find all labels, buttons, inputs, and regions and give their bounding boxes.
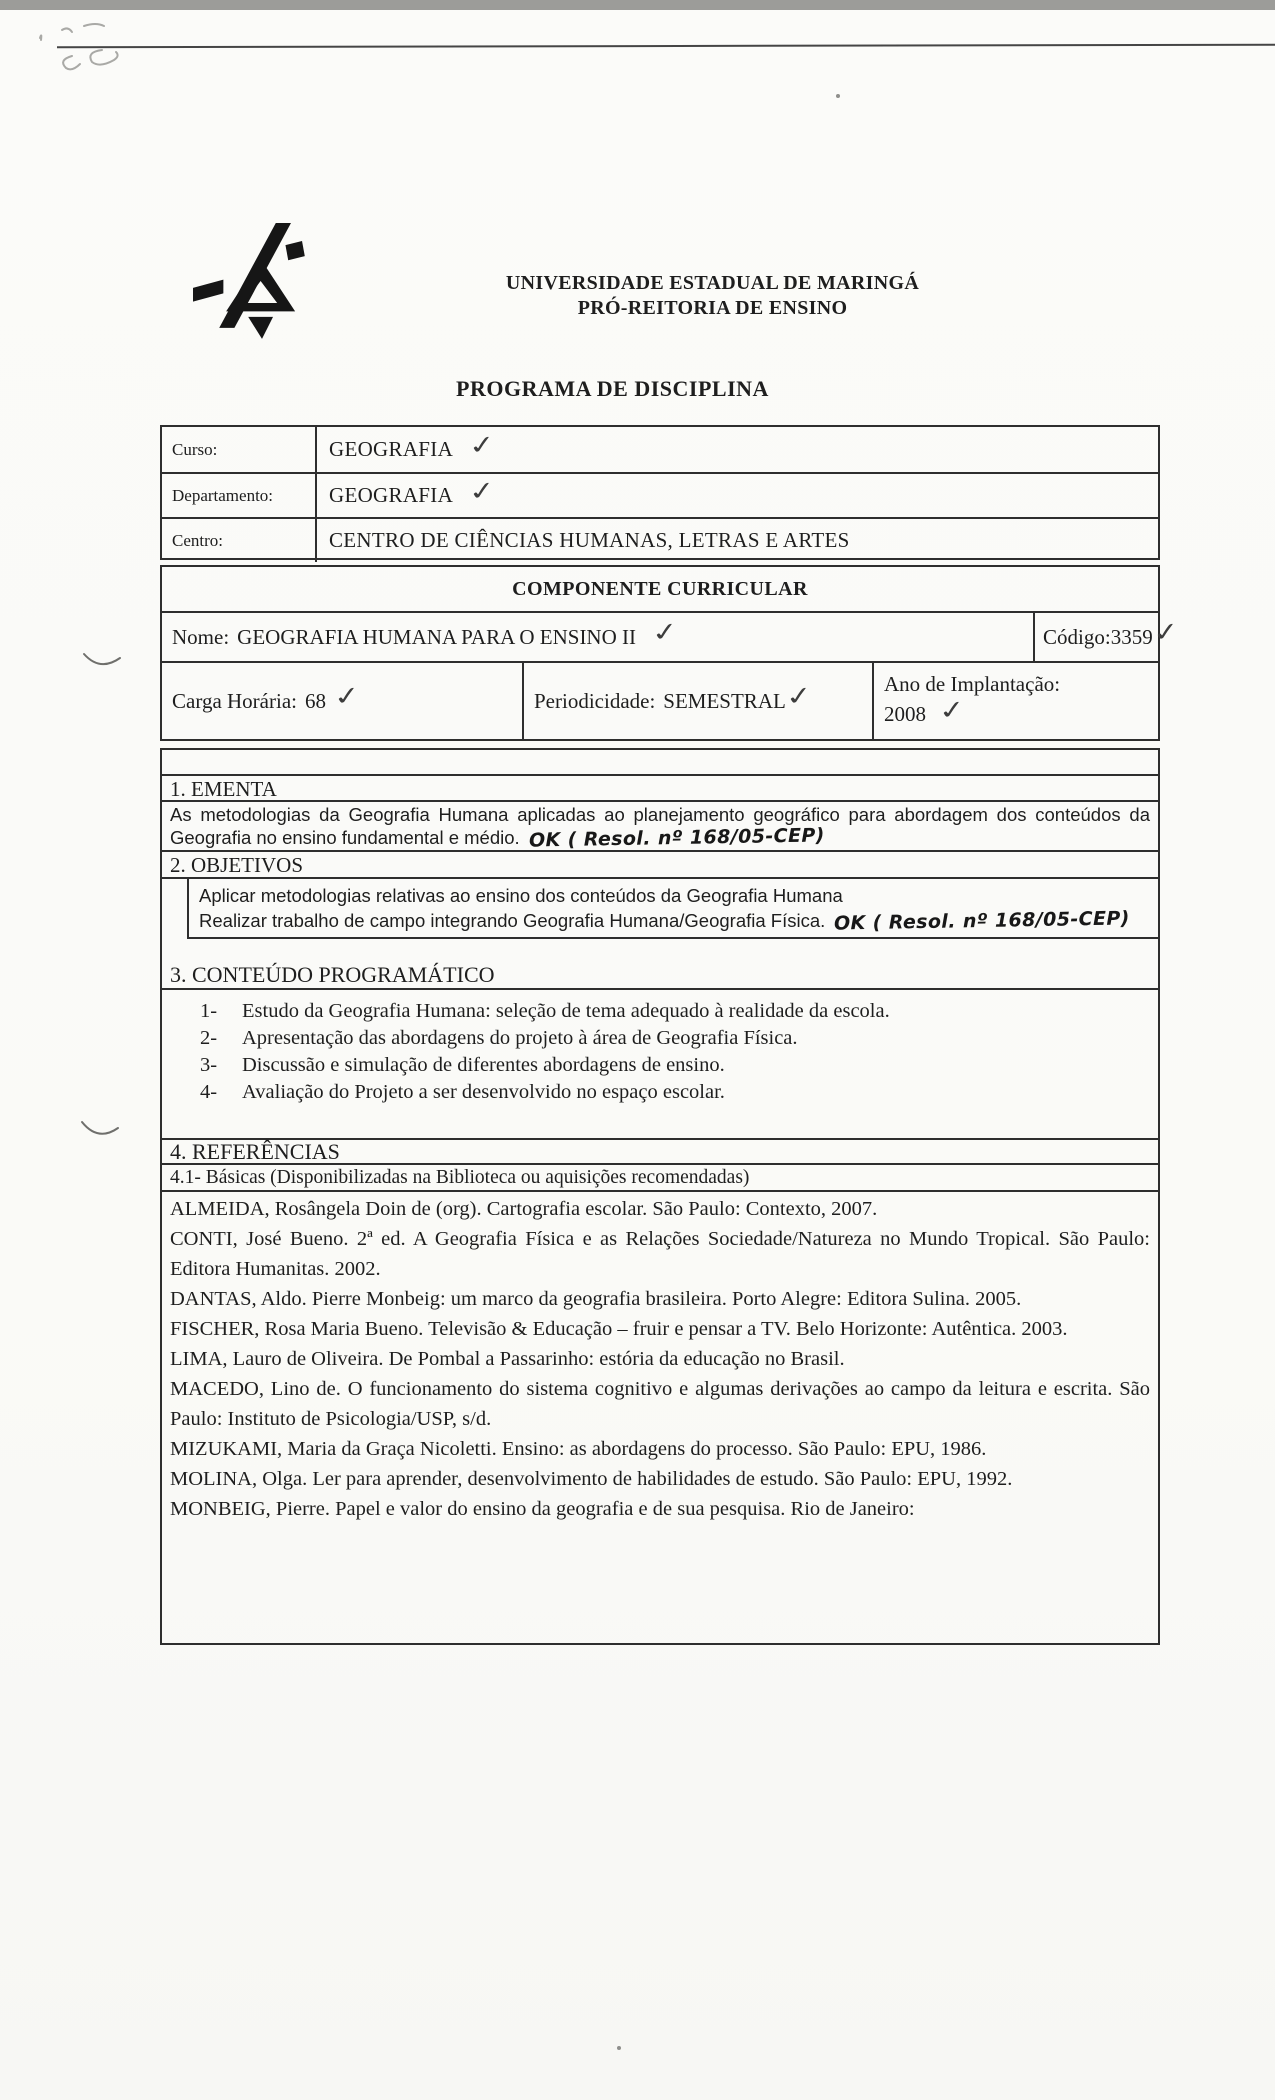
reference-entry: MONBEIG, Pierre. Papel e valor do ensino da geografia e de sua pesquisa. Rio de Janeiro: — [170, 1498, 915, 1520]
departamento-value: GEOGRAFIA — [329, 483, 454, 507]
table-row-curso — [162, 427, 1158, 472]
reference-entry: MACEDO, Lino de. O funcionamento do sistema cognitivo e algumas derivações ao campo da leitura e escrita. São Paulo: Instituto de Psicologia/USP, s/d. — [170, 1378, 1150, 1430]
item-text: Discussão e simulação de diferentes abordagens de ensino. — [242, 1054, 725, 1076]
periodicidade-cell — [522, 663, 872, 739]
handwritten-checkmark-icon: ✓ — [1150, 616, 1182, 648]
handwritten-checkmark-icon: ✓ — [331, 680, 363, 712]
document-header — [430, 271, 995, 321]
periodicidade-value: SEMESTRAL — [663, 688, 786, 713]
componente-curricular-table — [160, 565, 1182, 741]
referencias-subheading: 4.1- Básicas (Disponibilizadas na Biblioteca ou aquisições recomendadas) — [162, 1165, 1158, 1192]
scan-speck — [617, 2046, 621, 2050]
table-row-centro — [162, 517, 1158, 562]
departamento-value-cell — [317, 475, 1158, 508]
scanner-edge-band — [0, 0, 1275, 10]
objetivos-body-box — [187, 879, 1158, 939]
objetivos-heading: 2. OBJETIVOS — [162, 850, 1158, 879]
item-number: 3- — [200, 1054, 218, 1076]
table-row-departamento — [162, 472, 1158, 517]
item-number: 2- — [200, 1027, 218, 1049]
ano-implantacao-value: 2008 — [884, 702, 926, 726]
ementa-text: As metodologias da Geografia Humana aplicadas ao planejamento geográfico para abordagem dos conteúdos da Geografia no ensino fundamental e médio. — [170, 804, 1150, 848]
program-sections-box — [160, 748, 1160, 1645]
reference-entry: MOLINA, Olga. Ler para aprender, desenvolvimento de habilidades de estudo. São Paulo: EPU, 1992. — [170, 1468, 1013, 1490]
scan-speck — [836, 94, 840, 98]
reference-entry: CONTI, José Bueno. 2ª ed. A Geografia Física e as Relações Sociedade/Natureza no Mundo Tropical. São Paulo: Editora Humanitas. 2002. — [170, 1228, 1150, 1280]
curso-value: GEOGRAFIA — [329, 437, 454, 461]
university-name: UNIVERSIDADE ESTADUAL DE MARINGÁ — [505, 272, 920, 294]
handwritten-checkmark-icon: ✓ — [466, 429, 499, 462]
ementa-heading: 1. EMENTA — [162, 774, 1158, 802]
item-text: Avaliação do Projeto a ser desenvolvido no espaço escolar. — [242, 1081, 725, 1103]
carga-horaria-label: Carga Horária: — [172, 688, 297, 713]
margin-curve-mark — [80, 648, 124, 674]
handwritten-checkmark-icon: ✓ — [649, 616, 681, 648]
centro-value: CENTRO DE CIÊNCIAS HUMANAS, LETRAS E ARTES — [329, 528, 850, 552]
course-info-table — [160, 425, 1160, 560]
centro-value-cell — [317, 528, 1158, 553]
item-number: 4- — [200, 1081, 218, 1103]
office-name: PRÓ-REITORIA DE ENSINO — [577, 297, 848, 319]
ano-implantacao-cell — [872, 663, 1158, 739]
nome-label: Nome: — [172, 624, 230, 649]
ementa-body — [162, 802, 1158, 850]
handwritten-checkmark-icon: ✓ — [783, 680, 815, 712]
reference-entry: LIMA, Lauro de Oliveira. De Pombal a Passarinho: estória da educação no Brasil. — [170, 1348, 845, 1370]
list-item — [200, 1079, 1158, 1106]
periodicidade-label: Periodicidade: — [534, 688, 656, 713]
section-gap — [162, 1110, 1158, 1138]
reference-entry: DANTAS, Aldo. Pierre Monbeig: um marco da geografia brasileira. Porto Alegre: Editora Sulina. 2005. — [170, 1288, 1022, 1310]
curso-label: Curso: — [162, 427, 317, 472]
table-row-nome — [162, 611, 1182, 661]
item-text: Apresentação das abordagens do projeto à área de Geografia Física. — [242, 1027, 798, 1049]
pencil-scribble — [32, 16, 162, 76]
ano-implantacao-label: Ano de Implantação: — [884, 672, 1061, 696]
list-item — [200, 1025, 1158, 1052]
reference-entry: MIZUKAMI, Maria da Graça Nicoletti. Ensino: as abordagens do processo. São Paulo: EPU, 1986. — [170, 1438, 987, 1460]
table-row-carga — [162, 661, 1158, 739]
objetivos-line-2 — [199, 908, 1158, 934]
item-text: Estudo da Geografia Humana: seleção de tema adequado à realidade da escola. — [242, 1000, 890, 1022]
codigo-cell — [1033, 613, 1182, 661]
objetivos-line-1: Aplicar metodologias relativas ao ensino dos conteúdos da Geografia Humana — [199, 885, 843, 906]
section-gap — [162, 939, 1158, 959]
list-item — [200, 1052, 1158, 1079]
curso-value-cell — [317, 429, 1158, 462]
document-title: PROGRAMA DE DISCIPLINA — [456, 376, 769, 401]
margin-curve-mark — [78, 1118, 122, 1144]
centro-label: Centro: — [162, 519, 317, 562]
referencias-list — [162, 1192, 1158, 1524]
nome-cell — [162, 613, 1033, 661]
empty-strip — [162, 750, 1158, 774]
codigo-value: 3359 — [1110, 624, 1153, 649]
item-number: 1- — [200, 1000, 218, 1022]
reference-entry: FISCHER, Rosa Maria Bueno. Televisão & Educação – fruir e pensar a TV. Belo Horizonte: Autêntica. 2003. — [170, 1318, 1068, 1340]
componente-curricular-title: COMPONENTE CURRICULAR — [512, 577, 808, 600]
conteudo-heading: 3. CONTEÚDO PROGRAMÁTICO — [162, 959, 1158, 990]
departamento-label: Departamento: — [162, 474, 317, 517]
uem-logo — [193, 222, 331, 362]
handwritten-checkmark-icon: ✓ — [466, 475, 499, 508]
referencias-heading: 4. REFERÊNCIAS — [162, 1138, 1158, 1165]
list-item — [200, 998, 1158, 1025]
handwritten-annotation: OK ( Resol. nº 168/05-CEP) — [528, 824, 825, 852]
handwritten-annotation: OK ( Resol. nº 168/05-CEP) — [834, 907, 1131, 935]
handwritten-checkmark-icon: ✓ — [936, 694, 969, 727]
nome-value: GEOGRAFIA HUMANA PARA O ENSINO II — [237, 624, 637, 649]
paper-top-edge-line — [57, 44, 1275, 49]
carga-horaria-cell — [162, 663, 522, 739]
ano-implantacao-value-line — [884, 694, 1158, 729]
objetivos-line-2-text: Realizar trabalho de campo integrando Geografia Humana/Geografia Física. — [199, 910, 826, 931]
carga-horaria-value: 68 — [304, 688, 326, 713]
conteudo-list — [162, 990, 1158, 1110]
codigo-label: Código: — [1043, 624, 1111, 649]
reference-entry: ALMEIDA, Rosângela Doin de (org). Cartografia escolar. São Paulo: Contexto, 2007. — [170, 1198, 878, 1220]
